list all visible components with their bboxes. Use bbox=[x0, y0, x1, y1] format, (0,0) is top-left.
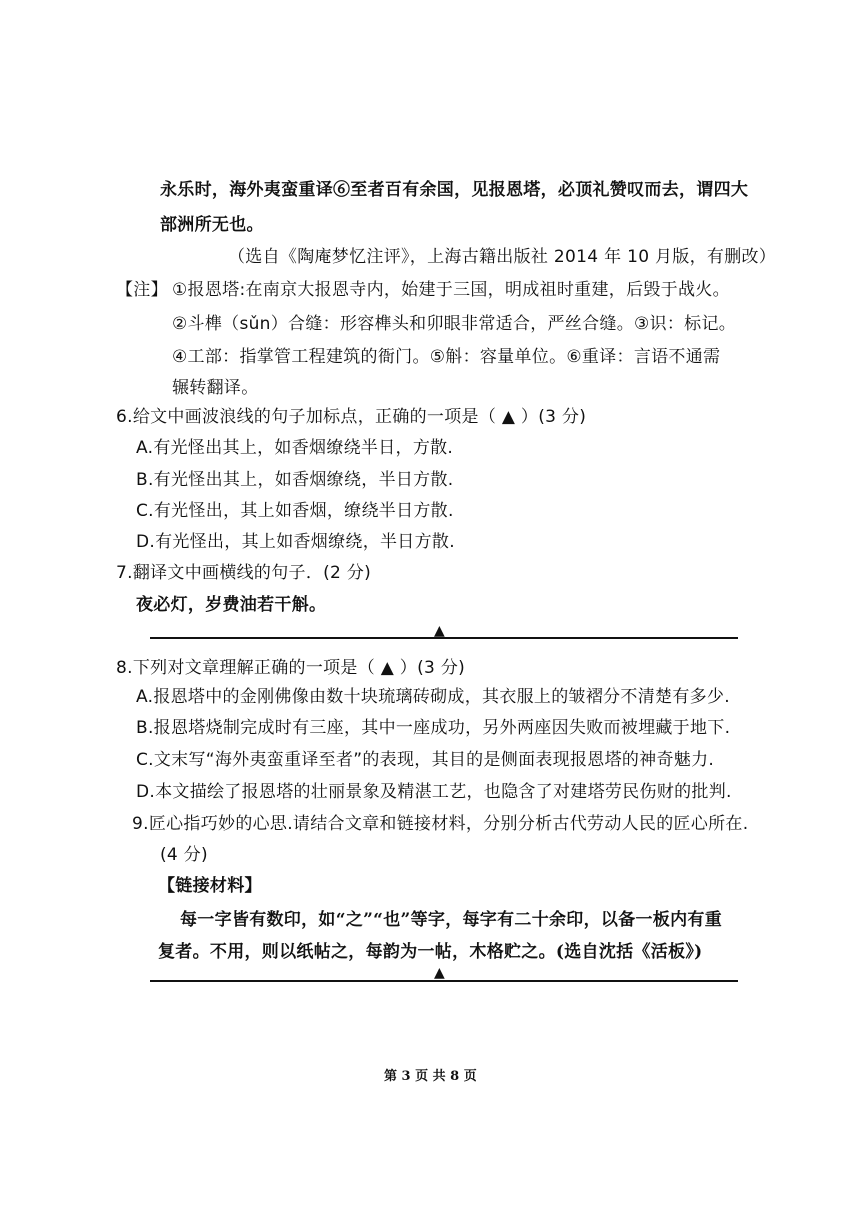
question-9-score: (4 分) bbox=[160, 845, 208, 865]
question-9-answer-line[interactable] bbox=[150, 980, 738, 982]
passage-source: （选自《陶庵梦忆注评》，上海古籍出版社 2014 年 10 月版，有删改） bbox=[228, 247, 777, 267]
material-line-2: 复者。不用，则以纸帖之，每韵为一帖，木格贮之。(选自沈括《活板》) bbox=[158, 942, 703, 962]
question-8-option-b: B.报恩塔烧制完成时有三座，其中一座成功，另外两座因失败而被埋藏于地下. bbox=[136, 718, 731, 738]
question-8-option-a: A.报恩塔中的金刚佛像由数十块琉璃砖砌成，其衣服上的皱褶分不清楚有多少. bbox=[136, 687, 730, 707]
question-7-answer-mark: ▲ bbox=[434, 623, 445, 639]
material-line-1: 每一字皆有数印，如“之”“也”等字，每字有二十余印，以备一板内有重 bbox=[180, 910, 723, 930]
question-6-option-a: A.有光怪出其上，如香烟缭绕半日，方散. bbox=[136, 438, 454, 458]
notes-label: 【注】 bbox=[116, 280, 168, 300]
question-9-stem: 9.匠心指巧妙的心思.请结合文章和链接材料，分别分析古代劳动人民的匠心所在. bbox=[132, 814, 749, 834]
question-6-option-d: D.有光怪出，其上如香烟缭绕，半日方散. bbox=[136, 532, 455, 552]
note-line-4: 辗转翻译。 bbox=[172, 378, 259, 398]
question-6-option-c: C.有光怪出，其上如香烟，缭绕半日方散. bbox=[136, 501, 454, 521]
question-7-sentence: 夜必灯，岁费油若干斛。 bbox=[136, 595, 327, 615]
note-line-3: ④工部：指掌管工程建筑的衙门。⑤斛：容量单位。⑥重译：言语不通需 bbox=[172, 347, 721, 367]
material-label: 【链接材料】 bbox=[158, 876, 262, 896]
question-8-stem: 8.下列对文章理解正确的一项是（ ▲ ）(3 分) bbox=[116, 658, 466, 678]
passage-line-2: 部洲所无也。 bbox=[160, 215, 264, 235]
question-6-option-b: B.有光怪出其上，如香烟缭绕，半日方散. bbox=[136, 470, 454, 490]
question-8-option-c: C.文末写“海外夷蛮重译至者”的表现，其目的是侧面表现报恩塔的神奇魅力. bbox=[136, 750, 715, 770]
note-line-2: ②斗榫（sǔn）合缝：形容榫头和卯眼非常适合，严丝合缝。③识：标记。 bbox=[172, 314, 737, 334]
question-8-option-d: D.本文描绘了报恩塔的壮丽景象及精湛工艺，也隐含了对建塔劳民伤财的批判. bbox=[136, 782, 732, 802]
question-7-stem: 7.翻译文中画横线的句子．(2 分) bbox=[116, 563, 372, 583]
page-footer: 第 3 页 共 8 页 bbox=[384, 1069, 477, 1084]
question-6-stem: 6.给文中画波浪线的句子加标点，正确的一项是（ ▲ ）(3 分) bbox=[116, 407, 587, 427]
question-7-answer-line[interactable] bbox=[150, 637, 738, 639]
note-line-1: ①报恩塔:在南京大报恩寺内，始建于三国，明成祖时重建，后毁于战火。 bbox=[172, 280, 730, 300]
question-9-answer-mark: ▲ bbox=[434, 965, 445, 981]
passage-line-1: 永乐时，海外夷蛮重译⑥至者百有余国，见报恩塔，必顶礼赞叹而去，谓四大 bbox=[160, 180, 749, 200]
